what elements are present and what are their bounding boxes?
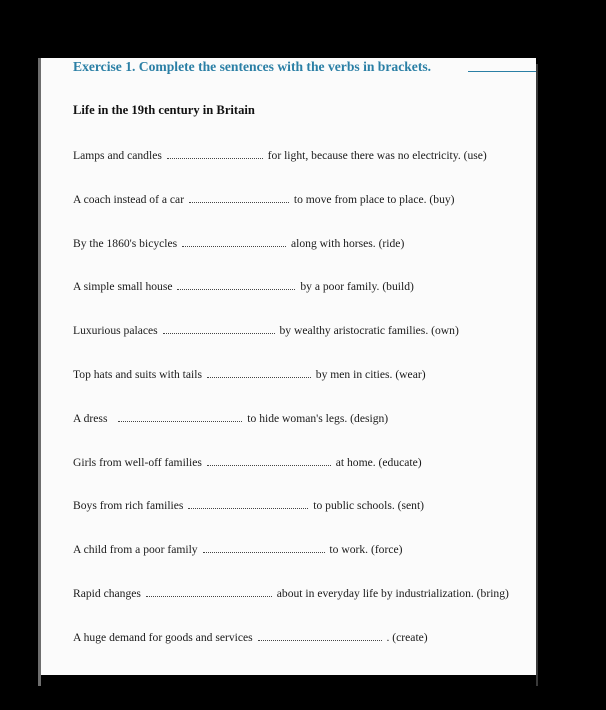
answer-blank[interactable] bbox=[182, 237, 286, 247]
answer-blank[interactable] bbox=[207, 368, 311, 378]
sentence-start: A simple small house bbox=[73, 280, 173, 293]
sentence-6 bbox=[73, 368, 426, 381]
sentence-start: By the 1860's bicycles bbox=[73, 237, 178, 250]
answer-blank[interactable] bbox=[203, 543, 325, 553]
answer-blank[interactable] bbox=[177, 280, 295, 290]
answer-blank[interactable] bbox=[207, 456, 331, 466]
answer-blank[interactable] bbox=[189, 193, 289, 203]
sentence-7 bbox=[73, 412, 388, 425]
sentence-end: by men in cities. (wear) bbox=[315, 368, 426, 381]
sentence-5 bbox=[73, 324, 459, 337]
sentence-start: Lamps and candles bbox=[73, 149, 162, 162]
sentence-12 bbox=[73, 631, 428, 644]
sentence-end: to public schools. (sent) bbox=[313, 499, 425, 512]
sentence-start: Boys from rich families bbox=[73, 499, 184, 512]
sentence-1 bbox=[73, 149, 487, 162]
sentence-start: Girls from well-off families bbox=[73, 456, 202, 469]
answer-blank[interactable] bbox=[167, 149, 263, 159]
sentence-end: along with horses. (ride) bbox=[290, 237, 405, 250]
sentence-start: Luxurious palaces bbox=[73, 324, 158, 337]
answer-blank[interactable] bbox=[163, 324, 275, 334]
answer-blank[interactable] bbox=[258, 631, 382, 641]
exercise-title: Exercise 1. Complete the sentences with the verbs in brackets. bbox=[73, 59, 432, 74]
sentence-end: at home. (educate) bbox=[335, 456, 422, 469]
sentence-end: for light, because there was no electricity. (use) bbox=[267, 149, 487, 162]
sentence-11 bbox=[73, 587, 509, 600]
sentence-start: Rapid changes bbox=[73, 587, 141, 600]
sentence-end: by wealthy aristocratic families. (own) bbox=[279, 324, 459, 337]
sentence-8 bbox=[73, 456, 422, 469]
sentence-2 bbox=[73, 193, 455, 206]
sentence-end: to work. (force) bbox=[329, 543, 403, 556]
sentence-end: to hide woman's legs. (design) bbox=[247, 412, 389, 425]
answer-blank[interactable] bbox=[188, 499, 308, 509]
answer-blank[interactable] bbox=[146, 587, 272, 597]
sentence-start: A dress bbox=[73, 412, 108, 425]
sentence-start: Top hats and suits with tails bbox=[73, 368, 202, 381]
sentence-start: A coach instead of a car bbox=[73, 193, 185, 206]
worksheet-subtitle: Life in the 19th century in Britain bbox=[73, 103, 255, 117]
sentence-end: to move from place to place. (buy) bbox=[293, 193, 455, 206]
sentence-end: . (create) bbox=[386, 631, 428, 644]
worksheet-page bbox=[41, 58, 536, 675]
sentence-3 bbox=[73, 237, 404, 250]
title-underline bbox=[468, 71, 536, 72]
answer-blank[interactable] bbox=[118, 412, 242, 422]
sentence-start: A child from a poor family bbox=[73, 543, 198, 556]
sentence-end: by a poor family. (build) bbox=[300, 280, 414, 293]
sentence-4 bbox=[73, 280, 414, 293]
sentence-start: A huge demand for goods and services bbox=[73, 631, 253, 644]
sentence-9 bbox=[73, 499, 424, 512]
sentence-end: about in everyday life by industrialization. (bring) bbox=[276, 587, 509, 600]
page-right-edge bbox=[536, 64, 538, 686]
sentence-10 bbox=[73, 543, 403, 556]
